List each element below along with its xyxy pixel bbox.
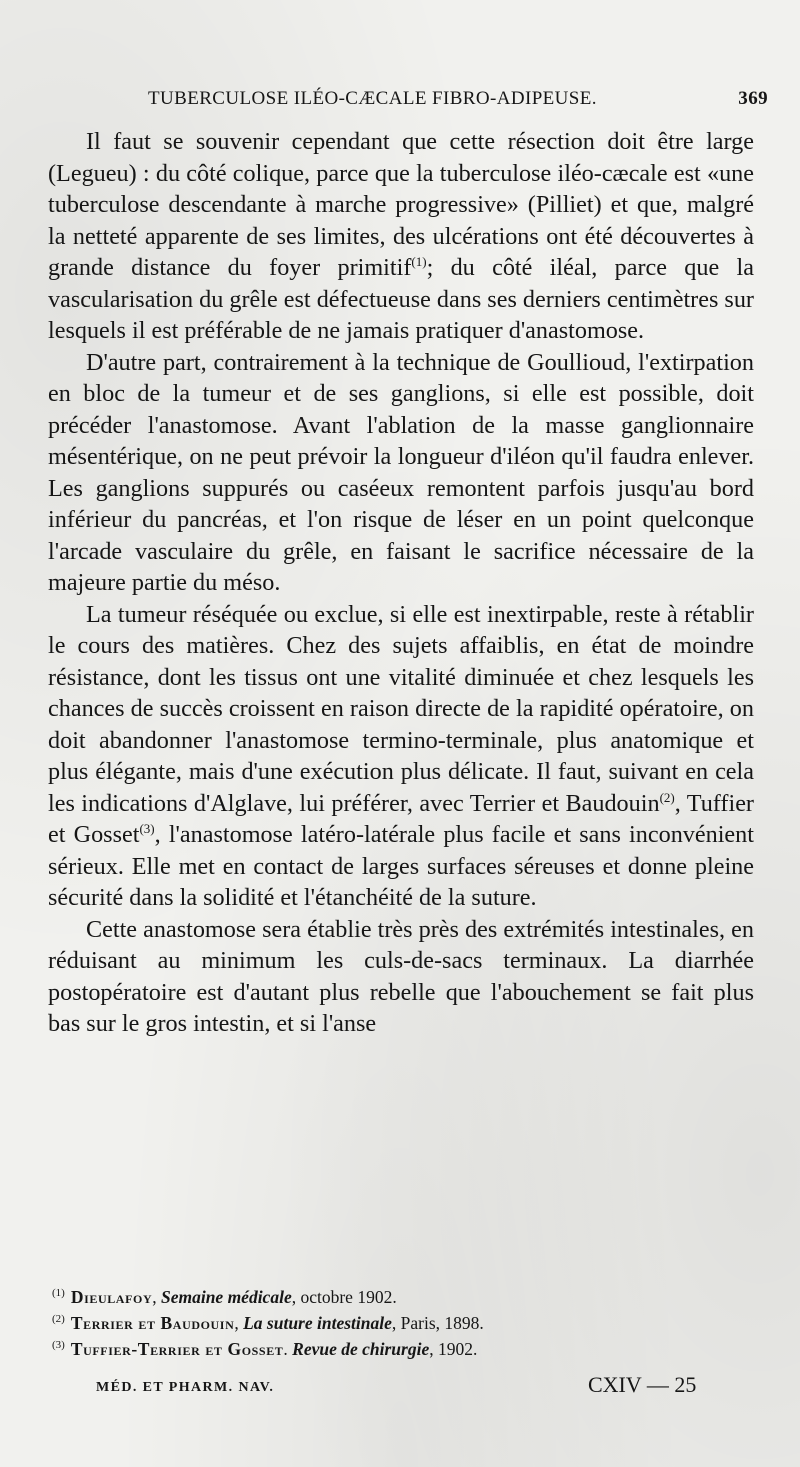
footnote-author: Tuffier-Terrier et Gosset	[70, 1339, 284, 1359]
footnotes	[52, 1284, 752, 1362]
footnote-ref-1: (1)	[411, 253, 427, 269]
page-number: 369	[738, 88, 768, 109]
paragraph-3	[48, 599, 754, 914]
footnote-number: (3)	[52, 1339, 65, 1352]
footnote-3	[52, 1336, 752, 1362]
footnote-author: Dieulafoy	[70, 1287, 153, 1307]
paragraph-1	[48, 126, 754, 347]
footnote-title: La suture intestinale	[243, 1313, 392, 1333]
footnote-details: , 1902.	[429, 1339, 478, 1359]
paragraph-text: , Tuffier et Gosset	[48, 789, 754, 848]
footnote-author: Terrier et Baudouin	[70, 1313, 235, 1333]
footnote-2	[52, 1310, 752, 1336]
paragraph-text: ; du côté iléal, parce que la vascularisation du grêle est défectueuse dans ses derniers centimètres sur lesquels il est préférable de ne jamais pratiquer d'anastomose.	[48, 254, 754, 344]
footnote-title: Revue de chirurgie	[292, 1339, 430, 1359]
footnote-separator: ,	[234, 1313, 244, 1333]
footnote-ref-2: (2)	[659, 789, 675, 805]
footnote-title: Semaine médicale	[160, 1287, 292, 1307]
paragraph-4: Cette anastomose sera établie très près des extrémités intestinales, en réduisant au minimum les culs-de-sacs terminaux. La diarrhée postopératoire est d'autant plus rebelle que l'abouchement se fait plus bas sur le gros intestin, et si l'anse	[48, 915, 754, 1037]
footnote-separator: ,	[152, 1287, 161, 1307]
footnote-number: (1)	[52, 1287, 65, 1300]
paragraph-2: D'autre part, contrairement à la technique de Goullioud, l'extirpation en bloc de la tumeur et de ses ganglions, si elle est possible, doit précéder l'anastomose. Avant l'ablation de la masse ganglionnaire mésentérique, on ne peut prévoir la longueur d'iléon qu'il faudra enlever. Les ganglions suppurés ou caséeux remontent parfois jusqu'au bord inférieur du pancréas, et l'on risque de léser en un point quelconque l'arcade vasculaire du grêle, en faisant le sacrifice nécessaire de la majeure partie du méso.	[48, 348, 754, 596]
footnote-details: , Paris, 1898.	[391, 1313, 484, 1333]
footnote-separator: .	[283, 1339, 293, 1359]
footnote-details: , octobre 1902.	[291, 1287, 397, 1307]
footnote-ref-3: (3)	[139, 820, 155, 836]
footnote-number: (2)	[52, 1313, 65, 1326]
paragraph-text: , l'anastomose latéro-latérale plus facile et sans inconvénient sérieux. Elle met en contact de larges surfaces séreuses et donne pleine sécurité dans la solidité et l'étanchéité de la suture.	[48, 821, 754, 911]
running-title: TUBERCULOSE ILÉO-CÆCALE FIBRO-ADIPEUSE.	[148, 88, 597, 109]
paragraph-text: La tumeur réséquée ou exclue, si elle est inextirpable, reste à rétablir le cours des matières. Chez des sujets affaiblis, en état de moindre résistance, dont les tissus ont une vitalité diminuée et chez lesquels les chances de succès croissent en raison directe de la rapidité opératoire, on doit abandonner l'anastomose termino-terminale, plus anatomique et plus élégante, mais d'une exécution plus délicate. Il faut, suivant en cela les indications d'Alglave, lui préférer, avec Terrier et Baudouin	[48, 600, 754, 817]
footnote-1	[52, 1284, 752, 1310]
running-head	[148, 88, 768, 116]
body-text	[48, 126, 754, 1040]
printer-signature: MÉD. ET PHARM. NAV.	[96, 1380, 275, 1395]
volume-signature: CXIV — 25	[588, 1372, 697, 1397]
paragraph-text: Il faut se souvenir cependant que cette résection doit être large (Legueu) : du côté colique, parce que la tuberculose iléo-cæcale est «une tuberculose descendante à marche progressive» (Pilliet) et que, malgré la netteté apparente de ses limites, des ulcérations ont été découvertes à grande distance du foyer primitif	[48, 128, 754, 281]
